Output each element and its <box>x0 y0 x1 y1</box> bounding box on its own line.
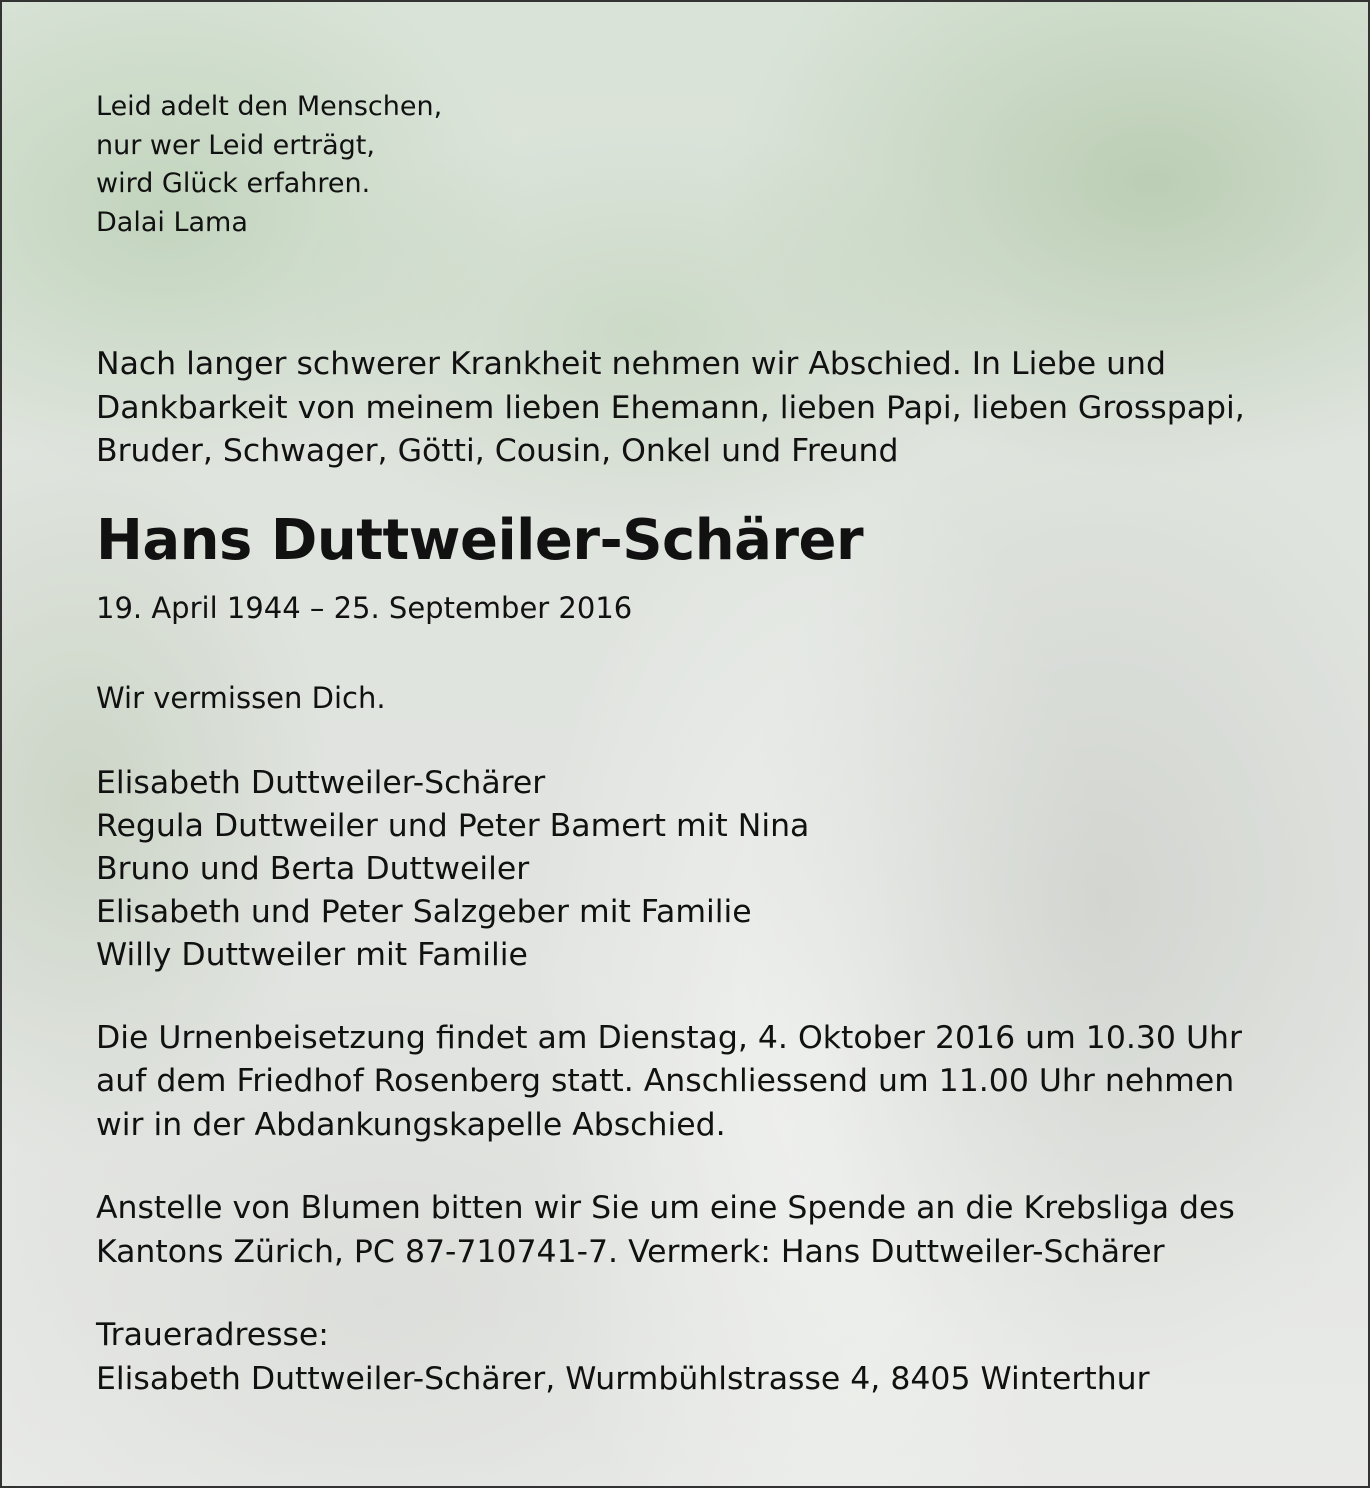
quote-line: Leid adelt den Menschen, <box>96 91 443 122</box>
intro-line: Dankbarkeit von meinem lieben Ehemann, lieben Papi, lieben Grosspapi, <box>96 389 1245 426</box>
mourner-entry: Regula Duttweiler und Peter Bamert mit Nina <box>96 807 810 844</box>
mourner-entry: Elisabeth und Peter Salzgeber mit Familie <box>96 893 752 930</box>
quote-line: wird Glück erfahren. <box>96 168 371 199</box>
address-value: Elisabeth Duttweiler-Schärer, Wurmbühlstrasse 4, 8405 Winterthur <box>96 1360 1150 1397</box>
quote-author: Dalai Lama <box>96 206 248 238</box>
mourners-list <box>96 762 1276 977</box>
mourner-entry: Elisabeth Duttweiler-Schärer <box>96 764 546 801</box>
miss-message: Wir vermissen Dich. <box>96 680 386 715</box>
quote-line: nur wer Leid erträgt, <box>96 129 375 161</box>
donation-paragraph <box>96 1187 1276 1274</box>
obituary-content <box>96 88 1276 1401</box>
intro-line: Nach langer schwerer Krankheit nehmen wir Abschied. In Liebe und <box>96 346 1167 382</box>
ceremony-paragraph <box>96 1017 1276 1148</box>
ceremony-line: Die Urnenbeisetzung findet am Dienstag, 4. Oktober 2016 um 10.30 Uhr <box>96 1019 1242 1056</box>
life-dates: 19. April 1944 – 25. September 2016 <box>96 590 633 625</box>
ceremony-line: wir in der Abdankungskapelle Abschied. <box>96 1106 726 1143</box>
donation-line: Kantons Zürich, PC 87-710741-7. Vermerk: Hans Duttweiler-Schärer <box>96 1233 1165 1270</box>
deceased-name: Hans Duttweiler-Schärer <box>96 507 864 573</box>
intro-line: Bruder, Schwager, Götti, Cousin, Onkel und Freund <box>96 433 899 469</box>
donation-line: Anstelle von Blumen bitten wir Sie um eine Spende an die Krebsliga des <box>96 1190 1235 1226</box>
quote-block <box>96 88 1276 242</box>
mourning-address <box>96 1314 1276 1401</box>
mourner-entry: Willy Duttweiler mit Familie <box>96 936 528 973</box>
ceremony-line: auf dem Friedhof Rosenberg statt. Anschliessend um 11.00 Uhr nehmen <box>96 1063 1235 1099</box>
mourner-entry: Bruno und Berta Duttweiler <box>96 850 530 887</box>
intro-paragraph <box>96 343 1276 474</box>
address-label: Traueradresse: <box>96 1317 329 1353</box>
